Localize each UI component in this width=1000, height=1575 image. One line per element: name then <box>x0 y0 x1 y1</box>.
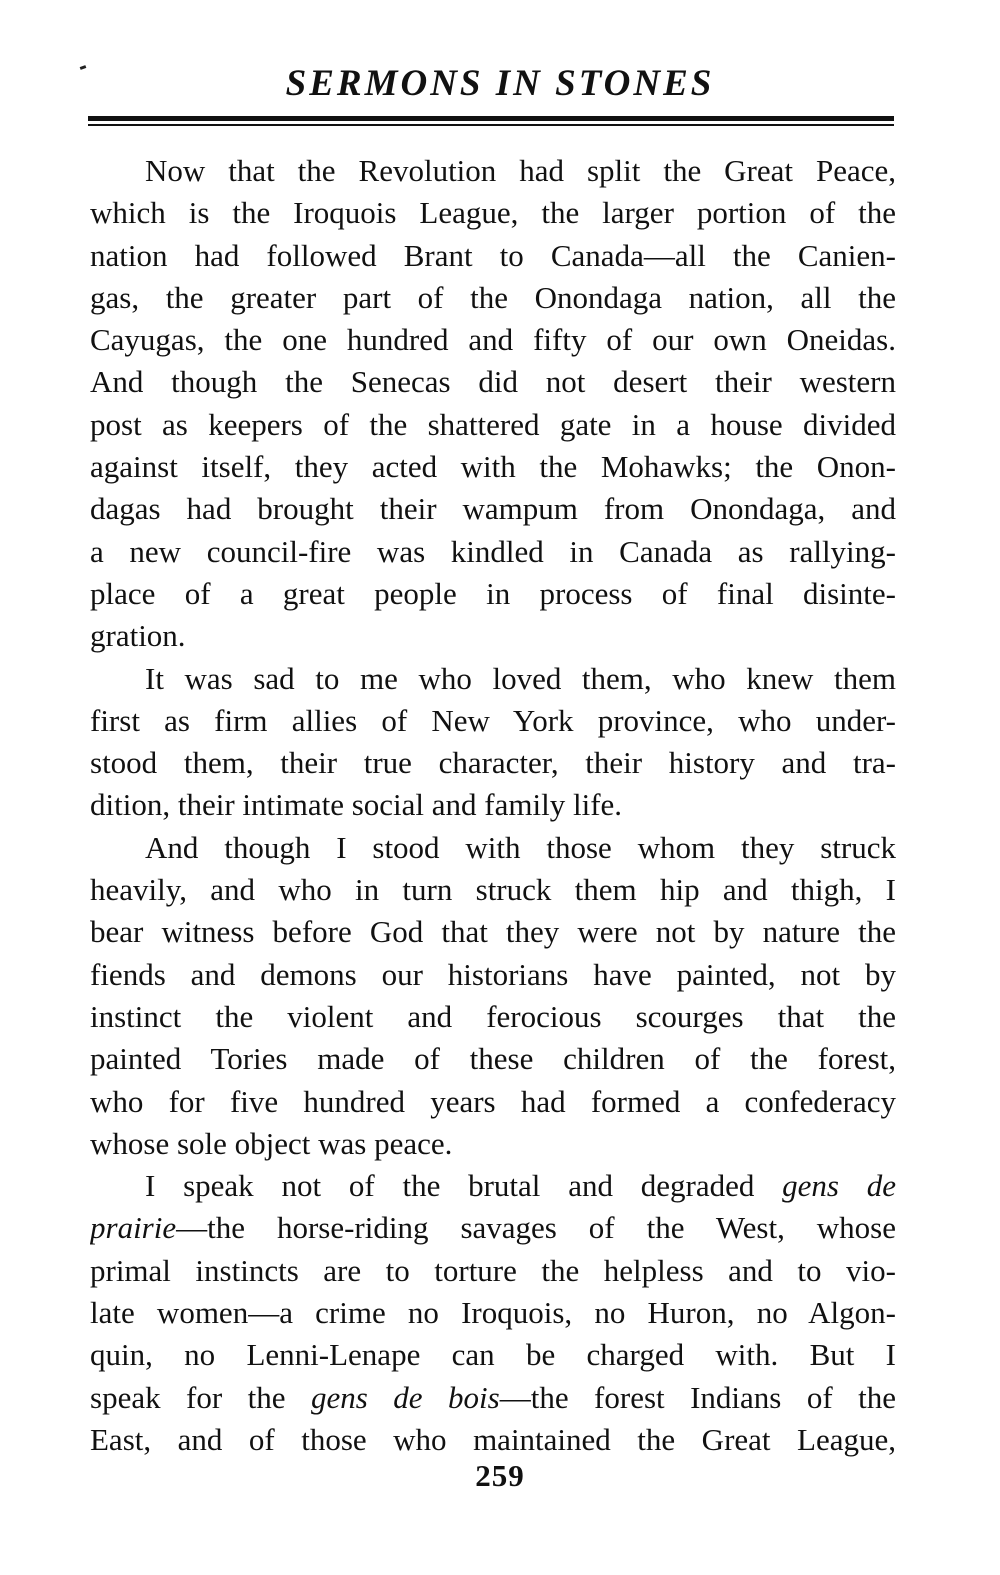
italic-run: gens de <box>782 1168 896 1204</box>
text-line: Cayugas, the one hundred and fifty of our own Oneidas. <box>90 322 896 358</box>
paragraph-1 <box>90 150 896 658</box>
text-line: bear witness before God that they were not by nature the <box>90 914 896 950</box>
text-run: —the horse-riding savages of the West, whose <box>176 1210 896 1246</box>
text-line: place of a great people in process of final disinte- <box>90 575 896 611</box>
text-line: stood them, their true character, their history and tra- <box>90 745 896 781</box>
paragraph-2 <box>90 658 896 827</box>
text-line: And though I stood with those whom they struck <box>145 829 896 865</box>
text-line: against itself, they acted with the Mohawks; the Onon- <box>90 449 896 485</box>
text-line: a new council-fire was kindled in Canada as rallying- <box>90 533 896 569</box>
header-rule-thick <box>88 116 894 121</box>
text-line: painted Tories made of these children of the forest, <box>90 1041 896 1077</box>
text-line: East, and of those who maintained the Great League, <box>90 1421 896 1457</box>
text-line: whose sole object was peace. <box>90 1125 453 1161</box>
text-run: speak for the <box>90 1379 312 1415</box>
body-text <box>90 150 896 1461</box>
header-rule-thin <box>88 124 894 126</box>
paragraph-3 <box>90 827 896 1165</box>
text-line: post as keepers of the shattered gate in a house divided <box>90 406 896 442</box>
text-line: quin, no Lenni-Lenape can be charged with. But I <box>90 1337 896 1373</box>
paragraph-4 <box>90 1165 896 1461</box>
text-line: And though the Senecas did not desert their western <box>90 364 896 400</box>
text-line: dition, their intimate social and family life. <box>90 787 623 823</box>
page-number: 259 <box>475 1458 525 1493</box>
text-line: late women—a crime no Iroquois, no Huron, no Algon- <box>90 1295 896 1331</box>
italic-run: prairie <box>90 1210 177 1246</box>
running-title: SERMONS IN STONES <box>285 63 715 104</box>
text-run: —the forest Indians of the <box>499 1379 896 1415</box>
text-line: nation had followed Brant to Canada—all the Canien- <box>90 237 896 273</box>
text-line: which is the Iroquois League, the larger portion of the <box>90 195 896 231</box>
text-line: primal instincts are to torture the helpless and to vio- <box>90 1252 896 1288</box>
text-line: gas, the greater part of the Onondaga nation, all the <box>90 279 896 315</box>
text-line: It was sad to me who loved them, who knew them <box>145 660 896 696</box>
italic-run: gens de bois <box>311 1379 500 1415</box>
text-line <box>90 1207 896 1249</box>
text-line: fiends and demons our historians have painted, not by <box>90 956 896 992</box>
text-line: dagas had brought their wampum from Onondaga, and <box>90 491 896 527</box>
text-line: gration. <box>90 618 186 654</box>
text-line <box>90 1165 896 1207</box>
text-line <box>90 1377 896 1419</box>
text-line: first as firm allies of New York province, who under- <box>90 702 896 738</box>
text-line: Now that the Revolution had split the Great Peace, <box>145 153 896 188</box>
text-line: instinct the violent and ferocious scourges that the <box>90 998 896 1034</box>
text-line: who for five hundred years had formed a confederacy <box>90 1083 896 1119</box>
text-line: heavily, and who in turn struck them hip and thigh, I <box>90 872 896 908</box>
text-run: I speak not of the brutal and degraded <box>145 1168 783 1204</box>
